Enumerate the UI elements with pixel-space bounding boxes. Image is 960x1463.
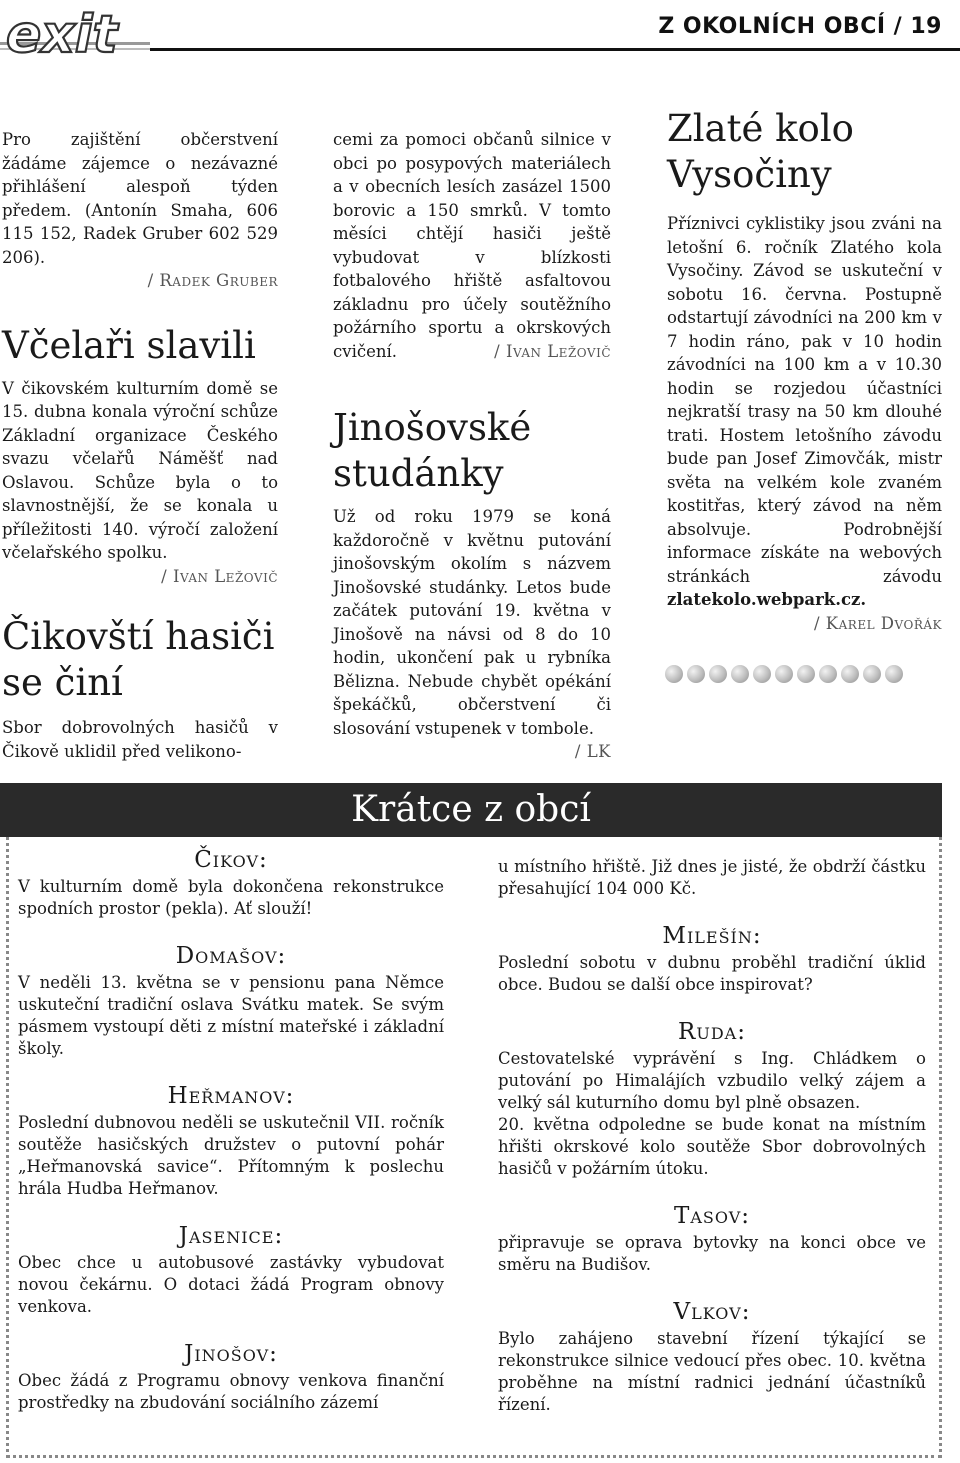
column-3 bbox=[667, 106, 942, 683]
village-vlkov: Vlkov: bbox=[673, 1299, 751, 1325]
ruda-text-2: 20. května odpoledne se bude konat na místním hřišti okrskové kolo soutěže Sbor dobrovolných hasičů v požárním útoku. bbox=[498, 1115, 926, 1178]
hermanov-text: Poslední dubnovou neděli se uskutečnil VII. ročník soutěže hasičských družstev o putovní pohár „Heřmanovská savice“. Přítomným k poslechu hrála Hudba Heřmanov. bbox=[18, 1113, 444, 1198]
jasenice-text: Obec chce u autobusové zastávky vybudovat novou čekárnu. O dotaci žádá Program obnovy venkova. bbox=[18, 1253, 444, 1316]
dot-ornament bbox=[665, 665, 683, 683]
dot-ornament bbox=[863, 665, 881, 683]
dot-ornament bbox=[775, 665, 793, 683]
domasov-text: V neděli 13. května se v pensionu pana Němce uskuteční tradiční oslava Svátku matek. Se svým pásmem vystoupí děti z místní mateřské i základní školy. bbox=[18, 973, 444, 1058]
village-tasov: Tasov: bbox=[674, 1203, 750, 1229]
hasici-text-start: Sbor dobrovolných hasičů v Čikově uklidil před velikono- bbox=[2, 718, 278, 761]
tasov-text: připravuje se oprava bytovky na konci obce ve směru na Budišov. bbox=[498, 1233, 926, 1274]
dot-ornament bbox=[819, 665, 837, 683]
hasici-heading-line-2: se činí bbox=[2, 661, 123, 704]
intro-signature: / Radek Gruber bbox=[147, 271, 278, 290]
kratce-title: Krátce z obcí bbox=[351, 789, 591, 830]
zlate-heading-line-2: Vysočiny bbox=[667, 153, 832, 196]
kratce-column-1 bbox=[18, 846, 444, 1414]
column-1 bbox=[2, 128, 278, 763]
village-cikov: Čikov: bbox=[194, 847, 268, 873]
milesin-text: Poslední sobotu v dubnu proběhl tradiční úklid obce. Budou se další obce inspirovat? bbox=[498, 953, 926, 994]
dot-ornament bbox=[753, 665, 771, 683]
vcelari-signature: / Ivan Ležovič bbox=[161, 566, 278, 586]
zlate-text-body: Příznivci cyklistiky jsou zváni na letošní 6. ročník Zlatého kola Vysočiny. Závod se uskuteční v sobotu 16. června. Postupně odstartují závodníci na 200 km v 7 hodin ráno, pak v 10 hodin závodníci na 100 km a v 10.30 hodin se rozjedou účastníci nejkratší trasy na 50 km dlouhé trati. Hostem letošního závodu bude pan Josef Zimovčák, mistr světa na velkém kole zvaném kostitřas, který závod na něm absolvuje. Podrobnější informace získáte na webových stránkách závodu bbox=[667, 214, 942, 586]
jinos-heading bbox=[333, 405, 611, 497]
dot-ornament bbox=[709, 665, 727, 683]
village-milesin: Milešín: bbox=[662, 923, 762, 949]
zlate-heading-line-1: Zlaté kolo bbox=[667, 107, 854, 150]
jinos-signature: / LK bbox=[574, 742, 611, 761]
hasici-signature: / Ivan Ležovič bbox=[494, 341, 611, 361]
dot-ornament bbox=[885, 665, 903, 683]
cikov-text: V kulturním domě byla dokončena rekonstrukce spodních prostor (pekla). Ať slouží! bbox=[18, 877, 444, 918]
hasici-text-cont bbox=[333, 128, 611, 363]
jinosov-text-cont: u místního hřiště. Již dnes je jisté, že obdrží částku přesahující 104 000 Kč. bbox=[498, 857, 926, 898]
section-title: Z OKOLNÍCH OBCÍ / 19 bbox=[658, 14, 942, 39]
hasici-heading bbox=[2, 614, 278, 706]
jinosov-text: Obec žádá z Programu obnovy venkova finanční prostředky na zbudování sociálního zázemí bbox=[18, 1371, 444, 1412]
jinos-heading-line-1: Jinošovské bbox=[333, 406, 532, 449]
vlkov-text: Bylo zahájeno stavební řízení týkající se rekonstrukce silnice vedoucí přes obec. 10. května proběhne na místní radnici jednání účastníků řízení. bbox=[498, 1329, 926, 1414]
intro-text: Pro zajištění občerstvení žádáme zájemce o nezávazné přihlášení alespoň týden předem. (Antonín Smaha, 606 115 152, Radek Gruber 602 529 206). bbox=[2, 130, 278, 267]
jinos-text bbox=[333, 505, 611, 761]
village-jasenice: Jasenice: bbox=[178, 1223, 284, 1249]
vcelari-heading: Včelaři slavili bbox=[2, 323, 256, 367]
zlate-text bbox=[667, 212, 942, 612]
svg-text:exit: exit bbox=[6, 5, 118, 64]
hasici-text-cont-body: cemi za pomoci občanů silnice v obci po posypových materiálech a v obecních lesích zasázel 1500 borovic a 150 smrků. V tomto měsíci chtějí hasiči ještě vybudovat v blízkosti fotbalového hřiště asfaltovou základnu pro účely soutěžního požárního sportu a okrskových cvičení. bbox=[333, 130, 611, 361]
jinos-text-body: Už od roku 1979 se koná každoročně v květnu putování jinošovským okolím s názvem Jinošovské studánky. Letos bude začátek putování 19. května v Jinošově na návsi od 8 do 10 hodin, ukončení pak u rybníka Bělizna. Nebude chybět opékání špekáčků, občerstvení či slosování vstupenek v tombole. bbox=[333, 507, 611, 738]
kratce-column-2 bbox=[498, 856, 926, 1416]
ruda-text-1: Cestovatelské vyprávění s Ing. Chládkem o putování po Himalájích vzbudilo velký zájem a velký sál kuturního domu byl plně obsazen. bbox=[498, 1049, 926, 1112]
village-jinosov: Jinošov: bbox=[184, 1341, 278, 1367]
zlate-link[interactable]: zlatekolo.webpark.cz. bbox=[667, 590, 867, 609]
zlate-heading bbox=[667, 106, 942, 198]
dot-ornament bbox=[687, 665, 705, 683]
column-2 bbox=[333, 128, 611, 764]
dot-ornament bbox=[731, 665, 749, 683]
village-domasov: Domašov: bbox=[175, 943, 287, 969]
dot-ornament bbox=[797, 665, 815, 683]
hasici-heading-line-1: Čikovští hasiči bbox=[2, 615, 275, 658]
decorative-dots bbox=[665, 665, 942, 683]
vcelari-text: V čikovském kulturním domě se 15. dubna konala výroční schůze Základní organizace Českého svazu včelařů Náměšť nad Oslavou. Schůze byla o to slavnostnější, že se konala u příležitosti 140. výročí založení včelařského spolku. bbox=[2, 378, 278, 562]
village-hermanov: Heřmanov: bbox=[167, 1083, 295, 1109]
jinos-heading-line-2: studánky bbox=[333, 452, 504, 495]
zlate-signature: / Karel Dvořák bbox=[814, 613, 942, 633]
village-ruda: Ruda: bbox=[678, 1019, 746, 1045]
exit-logo bbox=[0, 2, 150, 64]
header-rule bbox=[150, 48, 960, 51]
dot-ornament bbox=[841, 665, 859, 683]
